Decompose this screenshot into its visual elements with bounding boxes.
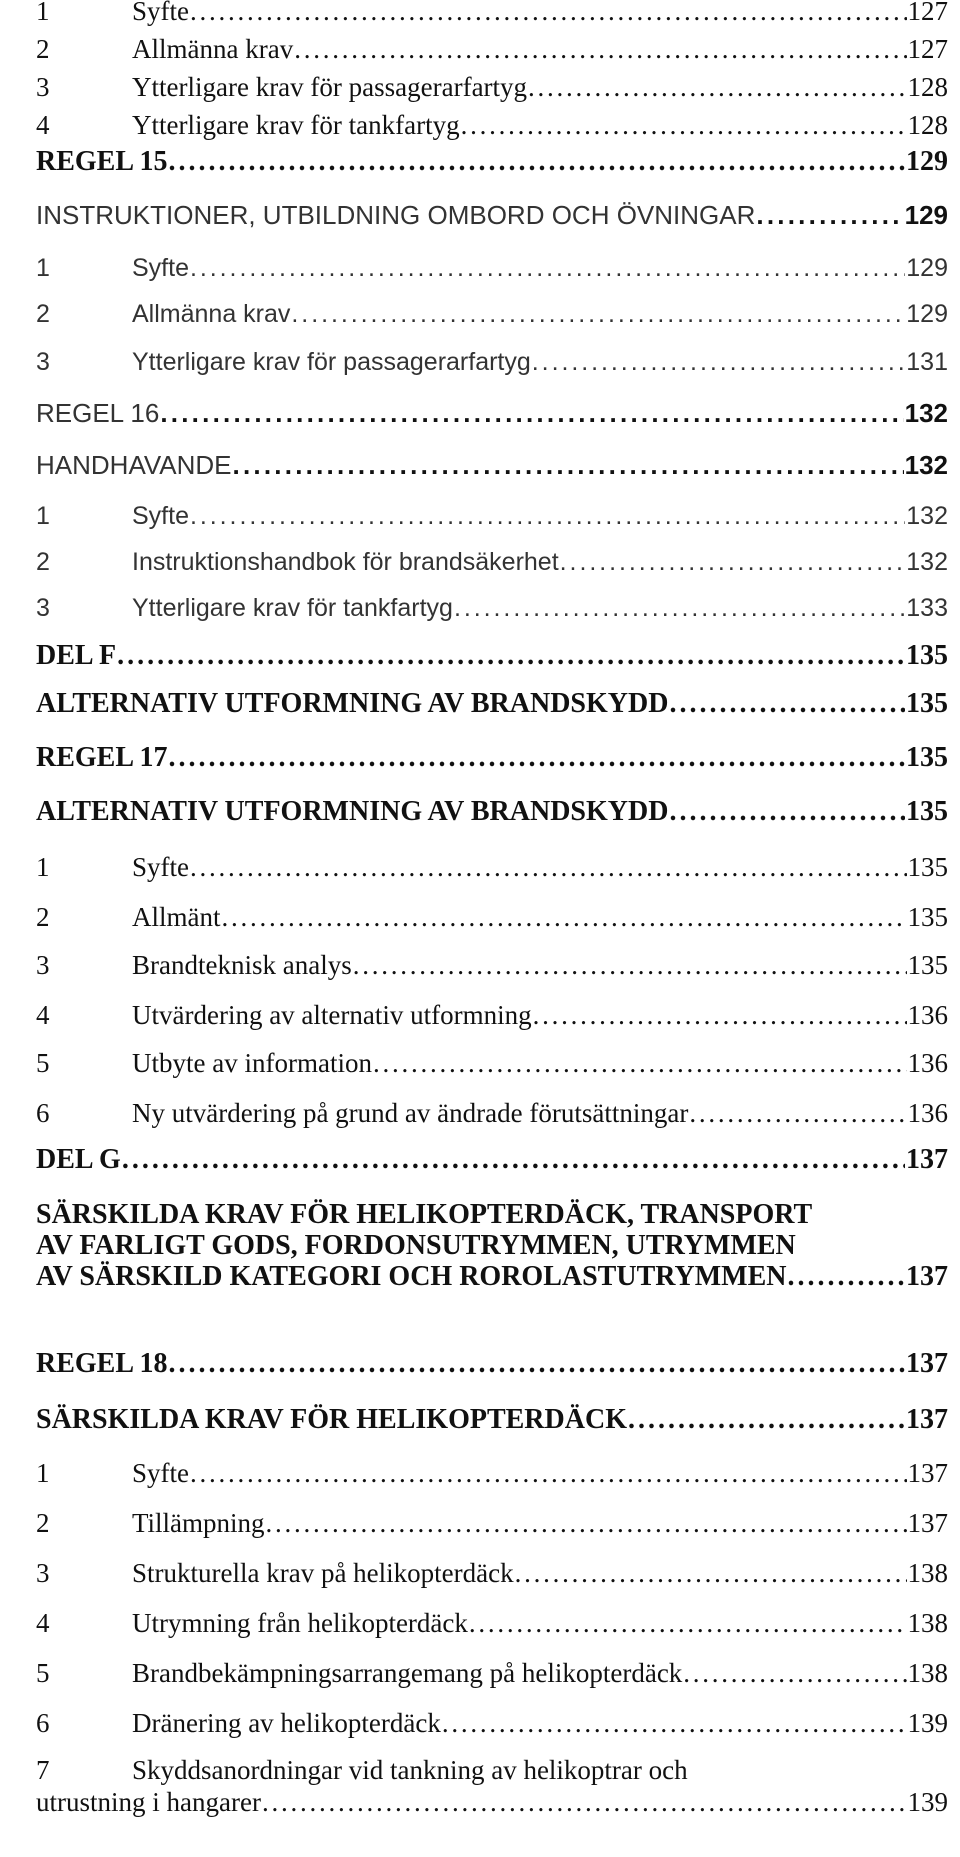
- toc-entry-rule[interactable]: [36, 742, 948, 774]
- toc-entry-page: 135: [906, 640, 948, 671]
- toc-entry-number: 2: [36, 300, 50, 328]
- dot-leader: [528, 72, 906, 103]
- toc-entry-number: 1: [36, 254, 50, 282]
- toc-entry-title: Tillämpning: [132, 1508, 265, 1538]
- toc-entry-page: 138: [907, 1608, 948, 1638]
- dot-leader: [442, 1708, 907, 1739]
- toc-entry[interactable]: [36, 34, 948, 65]
- toc-entry-title-line: utrustning i hangarer: [36, 1787, 261, 1817]
- toc-entry-number: 3: [36, 950, 50, 980]
- toc-entry-title: Syfte: [132, 1458, 189, 1488]
- dot-leader: [266, 1508, 907, 1539]
- toc-entry-title: Ytterligare krav för tankfartyg: [132, 110, 460, 140]
- toc-entry-page: 129: [904, 200, 948, 230]
- toc-entry-page: 137: [906, 1144, 948, 1175]
- toc-entry-title: SÄRSKILDA KRAV FÖR HELIKOPTERDÄCK: [36, 1404, 627, 1435]
- toc-entry-number: 5: [36, 1048, 50, 1078]
- toc-entry[interactable]: [36, 1658, 948, 1689]
- toc-entry[interactable]: [36, 1048, 948, 1079]
- toc-entry-title: REGEL 17: [36, 742, 168, 773]
- toc-entry-page: 128: [907, 110, 948, 140]
- toc-entry-number: 1: [36, 852, 50, 882]
- toc-entry-number: 6: [36, 1708, 50, 1738]
- toc-entry-title: Instruktionshandbok för brandsäkerhet: [132, 548, 559, 576]
- toc-entry-page: 135: [907, 902, 948, 932]
- dot-leader: [532, 348, 906, 377]
- toc-entry-number: 2: [36, 902, 50, 932]
- dot-leader: [222, 902, 907, 933]
- toc-entry-title: Ytterligare krav för tankfartyg: [132, 594, 453, 622]
- toc-entry[interactable]: [36, 1708, 948, 1739]
- dot-leader: [233, 450, 904, 481]
- toc-entry-number: 2: [36, 548, 50, 576]
- toc-entry-page: 132: [904, 450, 948, 480]
- toc-entry-heading[interactable]: [36, 1404, 948, 1436]
- toc-entry-title-line: AV FARLIGT GODS, FORDONSUTRYMMEN, UTRYMMEN: [36, 1230, 796, 1261]
- toc-entry-title: HANDHAVANDE: [36, 450, 232, 480]
- toc-entry-page: 136: [907, 1098, 948, 1128]
- toc-entry-heading[interactable]: [36, 450, 948, 481]
- dot-leader: [533, 1000, 907, 1031]
- toc-entry-title: Syfte: [132, 852, 189, 882]
- dot-leader: [168, 146, 905, 178]
- toc-entry-title: Syfte: [132, 502, 189, 530]
- toc-entry-number: 5: [36, 1658, 50, 1688]
- toc-entry-page: 138: [907, 1558, 948, 1588]
- toc-entry-page: 127: [907, 0, 948, 26]
- toc-entry-title: REGEL 16: [36, 398, 160, 428]
- dot-leader: [689, 1098, 906, 1129]
- toc-entry-number: 3: [36, 594, 50, 622]
- toc-entry-title: Dränering av helikopterdäck: [132, 1708, 441, 1738]
- toc-entry-title: REGEL 18: [36, 1348, 168, 1379]
- toc-entry-page: 127: [907, 34, 948, 64]
- toc-entry-page: 136: [907, 1048, 948, 1078]
- dot-leader: [628, 1404, 905, 1436]
- toc-entry-number: 2: [36, 34, 50, 64]
- toc-entry-page: 137: [906, 1404, 948, 1435]
- toc-entry-page: 135: [907, 852, 948, 882]
- toc-entry-number: 1: [36, 1458, 50, 1488]
- toc-entry-heading[interactable]: [36, 796, 948, 828]
- toc-entry[interactable]: [36, 1458, 948, 1489]
- toc-entry-title-line: SÄRSKILDA KRAV FÖR HELIKOPTERDÄCK, TRANSPORT: [36, 1199, 813, 1230]
- toc-entry-page: 137: [907, 1508, 948, 1538]
- dot-leader: [461, 110, 907, 141]
- toc-entry-page: 132: [904, 398, 948, 428]
- dot-leader: [353, 950, 907, 981]
- dot-leader: [168, 742, 905, 774]
- dot-leader: [122, 1144, 905, 1176]
- toc-entry-title: Allmänna krav: [132, 300, 291, 328]
- dot-leader: [560, 548, 906, 577]
- toc-entry-page: 132: [906, 502, 948, 530]
- toc-entry-rule[interactable]: [36, 398, 948, 429]
- toc-entry-title: ALTERNATIV UTFORMNING AV BRANDSKYDD: [36, 796, 669, 827]
- toc-entry-page: 137: [906, 1348, 948, 1379]
- toc-entry-number: 3: [36, 72, 50, 102]
- toc-entry-page: 135: [907, 950, 948, 980]
- toc-entry-title: Allmänna krav: [132, 34, 294, 64]
- toc-entry[interactable]: [36, 502, 948, 531]
- toc-entry[interactable]: [36, 254, 948, 283]
- toc-entry-title: DEL G: [36, 1144, 121, 1175]
- toc-entry-number: 1: [36, 502, 50, 530]
- dot-leader: [291, 300, 905, 329]
- dot-leader: [373, 1048, 907, 1079]
- toc-entry-title: DEL F: [36, 640, 117, 671]
- toc-entry-page: 128: [907, 72, 948, 102]
- toc-entry[interactable]: [36, 72, 948, 103]
- toc-entry[interactable]: [36, 1000, 948, 1031]
- toc-entry-page: 131: [906, 348, 948, 376]
- dot-leader: [787, 1261, 905, 1292]
- dot-leader: [190, 0, 907, 27]
- toc-entry-part[interactable]: [36, 640, 948, 672]
- toc-entry-number: 3: [36, 348, 50, 376]
- dot-leader: [262, 1786, 907, 1818]
- toc-entry-page: 129: [906, 300, 948, 328]
- dot-leader: [160, 398, 903, 429]
- toc-entry-page: 135: [906, 796, 948, 827]
- dot-leader: [190, 852, 907, 883]
- dot-leader: [454, 594, 905, 623]
- toc-entry-title: Utbyte av information: [132, 1048, 372, 1078]
- toc-entry-title: Strukturella krav på helikopterdäck: [132, 1558, 514, 1588]
- toc-entry[interactable]: [36, 548, 948, 577]
- toc-entry-heading[interactable]: [36, 688, 948, 720]
- toc-entry-page: 136: [907, 1000, 948, 1030]
- toc-entry-page: 129: [906, 146, 948, 177]
- toc-entry-page: 135: [906, 688, 948, 719]
- toc-entry-number: 1: [36, 0, 50, 26]
- toc-entry-title: ALTERNATIV UTFORMNING AV BRANDSKYDD: [36, 688, 669, 719]
- toc-entry-page: 129: [906, 254, 948, 282]
- toc-entry-page: 139: [907, 1708, 948, 1738]
- dot-leader: [756, 200, 903, 231]
- toc-entry-title: Ny utvärdering på grund av ändrade förutsättningar: [132, 1098, 689, 1128]
- toc-entry[interactable]: [36, 1558, 948, 1589]
- toc-entry-rule[interactable]: [36, 1348, 948, 1380]
- toc-entry[interactable]: [36, 594, 948, 623]
- toc-entry-heading-multiline[interactable]: [36, 1199, 948, 1292]
- toc-entry-page: 135: [906, 742, 948, 773]
- toc-entry-title: INSTRUKTIONER, UTBILDNING OMBORD OCH ÖVNINGAR: [36, 200, 756, 230]
- toc-entry-title-line: AV SÄRSKILD KATEGORI OCH ROROLASTUTRYMMEN: [36, 1261, 787, 1292]
- toc-entry-part[interactable]: [36, 1144, 948, 1176]
- toc-entry[interactable]: [36, 0, 948, 27]
- toc-entry[interactable]: [36, 110, 948, 141]
- toc-entry-title: Brandbekämpningsarrangemang på helikopterdäck: [132, 1658, 683, 1688]
- toc-entry-title: Ytterligare krav för passagerarfartyg: [132, 348, 531, 376]
- toc-entry-title: Brandteknisk analys: [132, 950, 352, 980]
- toc-entry-title: Ytterligare krav för passagerarfartyg: [132, 72, 528, 102]
- toc-entry-number: 4: [36, 110, 50, 140]
- dot-leader: [190, 254, 905, 283]
- toc-entry-title: REGEL 15: [36, 146, 168, 177]
- toc-entry[interactable]: [36, 1508, 948, 1539]
- toc-entry-page: 137: [906, 1261, 948, 1292]
- toc-entry-rule[interactable]: [36, 146, 948, 178]
- toc-entry-title: Utvärdering av alternativ utformning: [132, 1000, 532, 1030]
- dot-leader: [515, 1558, 907, 1589]
- toc-entry-number: 2: [36, 1508, 50, 1538]
- dot-leader: [469, 1608, 907, 1639]
- toc-entry-number: 3: [36, 1558, 50, 1588]
- dot-leader: [190, 502, 905, 531]
- toc-entry[interactable]: [36, 852, 948, 883]
- toc-entry[interactable]: [36, 348, 948, 377]
- toc-entry[interactable]: [36, 1608, 948, 1639]
- toc-entry-page: 133: [906, 594, 948, 622]
- toc-entry-title: Utrymning från helikopterdäck: [132, 1608, 468, 1638]
- toc-entry-title-line: Skyddsanordningar vid tankning av helikoptrar och: [132, 1755, 688, 1785]
- dot-leader: [683, 1658, 906, 1689]
- toc-entry[interactable]: [36, 902, 948, 933]
- toc-entry-number: 6: [36, 1098, 50, 1128]
- toc-entry-title: Syfte: [132, 254, 189, 282]
- toc-entry-number: 7: [36, 1755, 50, 1785]
- toc-entry[interactable]: [36, 950, 948, 981]
- dot-leader: [669, 796, 905, 828]
- toc-entry-page: 132: [906, 548, 948, 576]
- dot-leader: [669, 688, 905, 720]
- toc-entry-number: 4: [36, 1608, 50, 1638]
- dot-leader: [190, 1458, 907, 1489]
- toc-entry[interactable]: [36, 1098, 948, 1129]
- dot-leader: [168, 1348, 905, 1380]
- toc-entry-number: 4: [36, 1000, 50, 1030]
- toc-entry[interactable]: [36, 300, 948, 329]
- dot-leader: [294, 34, 906, 65]
- toc-entry-heading[interactable]: [36, 200, 948, 231]
- toc-entry-page: 137: [907, 1458, 948, 1488]
- dot-leader: [117, 640, 905, 672]
- toc-entry-page: 138: [907, 1658, 948, 1688]
- toc-entry-page: 139: [907, 1787, 948, 1817]
- toc-entry-multiline[interactable]: [36, 1754, 948, 1818]
- toc-entry-title: Allmänt: [132, 902, 221, 932]
- toc-entry-title: Syfte: [132, 0, 189, 26]
